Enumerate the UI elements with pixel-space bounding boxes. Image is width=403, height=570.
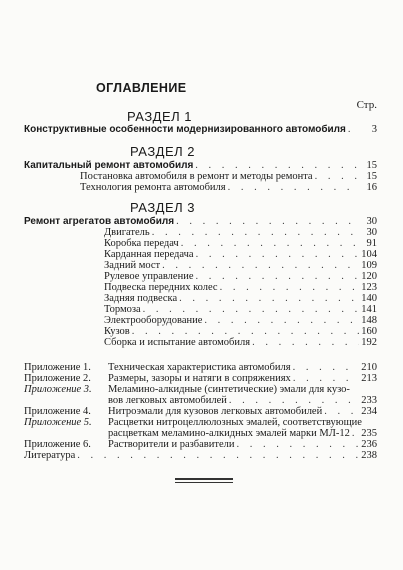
entry-text: Подвеска передних колес <box>104 282 218 293</box>
entry-page: 104 <box>361 249 377 260</box>
entry-page: 15 <box>366 171 377 182</box>
appendix-text-continued: расцветкам меламино-алкидных эмалей марки МЛ-12 <box>108 428 350 439</box>
appendix-text-continued: вов легковых автомобилей <box>108 395 227 406</box>
entry-page: 16 <box>366 182 377 193</box>
dot-leader <box>77 450 359 462</box>
entry-text: Кузов <box>104 326 130 337</box>
appendix-text: Растворители и разбавители <box>108 439 235 450</box>
appendix-entry <box>24 450 377 462</box>
appendix-label: Приложение 5. <box>24 417 92 428</box>
entry-page: 109 <box>361 260 377 271</box>
entry-page: 30 <box>366 227 377 238</box>
entry-text: Задний мост <box>104 260 161 271</box>
appendix-page: 234 <box>361 406 377 417</box>
appendix-page: 236 <box>361 439 377 450</box>
entry-text: Рулевое управление <box>104 271 194 282</box>
dot-leader <box>252 337 359 349</box>
entry-text: Технология ремонта автомобиля <box>80 182 226 193</box>
dot-leader <box>348 124 359 136</box>
entry-text: Постановка автомобиля в ремонт и методы ремонта <box>80 171 313 182</box>
entry-text: Сборка и испытание автомобиля <box>104 337 251 348</box>
appendix-label: Приложение 3. <box>24 384 92 395</box>
entry-text: Электрооборудование <box>104 315 203 326</box>
appendix-page: 233 <box>361 395 377 406</box>
entry-text: Двигатель <box>104 227 150 238</box>
appendix-label: Приложение 6. <box>24 439 91 450</box>
entry-text: Тормоза <box>104 304 141 315</box>
entry-page: 141 <box>361 304 377 315</box>
entry-text: Капитальный ремонт автомобиля <box>24 160 194 171</box>
entry-page: 123 <box>361 282 377 293</box>
appendix-page: 210 <box>361 362 377 373</box>
appendix-label: Приложение 2. <box>24 373 91 384</box>
entry-page: 15 <box>366 160 377 171</box>
appendix-text: Меламино-алкидные (синтетические) эмали для кузо- <box>108 384 350 395</box>
appendix-page: 238 <box>361 450 377 461</box>
appendix-page: 213 <box>361 373 377 384</box>
toc-entry <box>24 124 377 136</box>
entry-page: 3 <box>371 124 377 135</box>
appendix-page: 235 <box>361 428 377 439</box>
entry-page: 148 <box>361 315 377 326</box>
entry-page: 160 <box>361 326 377 337</box>
appendix-text: Расцветки нитроцеллюлозных эмалей, соответствующие <box>108 417 362 428</box>
page-column-header: Стр. <box>356 99 377 111</box>
entry-page: 192 <box>361 337 377 348</box>
appendix-text: Нитроэмали для кузовов легковых автомобилей <box>108 406 323 417</box>
section-2-heading: РАЗДЕЛ 2 <box>130 144 196 159</box>
entry-text: Конструктивные особенности модернизированного автомобиля <box>24 124 346 135</box>
appendix-text: Техническая характеристика автомобиля <box>108 362 291 373</box>
entry-text: Ремонт агрегатов автомобиля <box>24 216 175 227</box>
entry-page: 120 <box>361 271 377 282</box>
entry-page: 140 <box>361 293 377 304</box>
entry-text: Задняя подвеска <box>104 293 178 304</box>
entry-text: Карданная передача <box>104 249 194 260</box>
literature-label: Литература <box>24 450 76 461</box>
closing-rule-thin <box>175 482 233 483</box>
toc-entry <box>104 337 377 349</box>
appendix-label: Приложение 4. <box>24 406 91 417</box>
dot-leader <box>228 182 359 194</box>
entry-page: 30 <box>366 216 377 227</box>
entry-text: Коробка передач <box>104 238 179 249</box>
toc-entry <box>80 182 377 194</box>
entry-page: 91 <box>366 238 377 249</box>
appendix-text: Размеры, зазоры и натяги в сопряжениях <box>108 373 291 384</box>
appendix-label: Приложение 1. <box>24 362 91 373</box>
closing-rule <box>175 478 233 480</box>
section-3-heading: РАЗДЕЛ 3 <box>130 200 196 215</box>
toc-title: ОГЛАВЛЕНИЕ <box>96 81 187 95</box>
section-1-heading: РАЗДЕЛ 1 <box>127 109 193 124</box>
